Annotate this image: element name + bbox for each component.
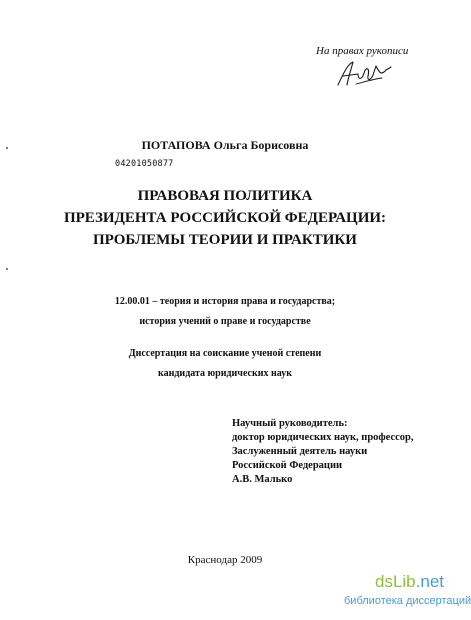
specialty-line-1: 12.00.01 – теория и история права и государства;	[114, 296, 336, 307]
title-line-3: ПРОБЛЕМЫ ТЕОРИИ И ПРАКТИКИ	[93, 232, 357, 248]
degree-line-1: Диссертация на соискание ученой степени	[128, 348, 322, 359]
degree-line-2: кандидата юридических наук	[158, 368, 292, 379]
degree-block	[0, 344, 450, 384]
supervisor-block	[232, 417, 414, 487]
dissertation-title	[0, 185, 450, 251]
supervisor-line-5: А.В. Малько	[232, 474, 293, 485]
supervisor-line-2: доктор юридических наук, профессор,	[232, 432, 414, 443]
title-line-2: ПРЕЗИДЕНТА РОССИЙСКОЙ ФЕДЕРАЦИИ:	[63, 210, 387, 226]
dslib-watermark	[344, 572, 471, 617]
rights-note: На правах рукописи	[316, 45, 409, 57]
watermark-logo-part1: dsLib	[375, 572, 416, 591]
specialty-line-2: история учений о праве и государстве	[139, 316, 311, 327]
watermark-logo	[344, 573, 444, 591]
specialty-block	[0, 292, 450, 332]
supervisor-line-4: Российской Федерации	[232, 460, 343, 471]
supervisor-line-3: Заслуженный деятель науки	[232, 446, 368, 457]
author-name: ПОТАПОВА Ольга Борисовна	[141, 138, 309, 152]
supervisor-line-1: Научный руководитель:	[232, 418, 348, 429]
title-line-1: ПРАВОВАЯ ПОЛИТИКА	[137, 188, 313, 204]
watermark-logo-part2: .net	[415, 572, 444, 591]
place-and-year: Краснодар 2009	[187, 554, 263, 566]
handwritten-signature	[334, 58, 394, 90]
document-code: 04201050877	[115, 159, 174, 169]
margin-dot	[6, 268, 8, 270]
watermark-subtitle: библиотека диссертаций	[344, 595, 471, 607]
